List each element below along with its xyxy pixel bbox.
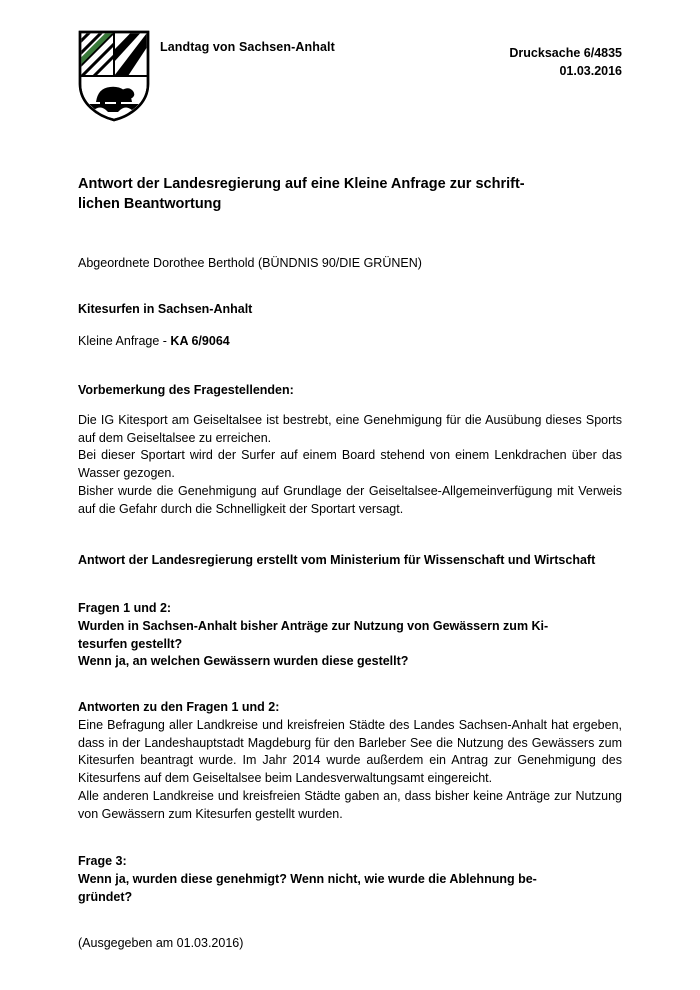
question-3-block xyxy=(78,853,622,906)
government-answer-heading xyxy=(78,552,622,570)
preliminary-paragraph-3: Bisher wurde die Genehmigung auf Grundlage der Geiseltalsee-Allgemeinverfügung mit Verweis auf die Gefahr durch die Schnelligkeit der Sportart versagt. xyxy=(78,483,622,516)
spacer xyxy=(78,214,622,254)
header-left xyxy=(78,28,335,122)
preliminary-paragraph-1: Die IG Kitesport am Geiseltalsee ist bestrebt, eine Genehmigung für die Ausübung dieses Sports auf dem Geiseltalsee zu erreichen. xyxy=(78,412,622,445)
drucksache-label: Drucksache xyxy=(509,46,581,60)
question-3-text-line-2: gründet? xyxy=(78,889,133,904)
questions-1-2-text-line-1: Wurden in Sachsen-Anhalt bisher Anträge zur Nutzung von Gewässern zum Ki- xyxy=(78,618,549,633)
page-title xyxy=(78,174,622,214)
questions-1-2-heading: Fragen 1 und 2: xyxy=(78,601,172,616)
kleine-anfrage-line xyxy=(78,334,622,348)
questions-1-2-block xyxy=(78,600,622,671)
question-3-text-line-1: Wenn ja, wurden diese genehmigt? Wenn nicht, wie wurde die Ablehnung be- xyxy=(78,872,537,887)
subject-heading: Kitesurfen in Sachsen-Anhalt xyxy=(78,302,253,317)
questions-1-2-text-line-2: tesurfen gestellt? xyxy=(78,636,183,651)
kleine-anfrage-label: Kleine Anfrage - xyxy=(78,334,171,349)
page-title-line-1: Antwort der Landesregierung auf eine Kleine Anfrage zur schrift- xyxy=(78,176,525,192)
questions-1-2-text-line-3: Wenn ja, an welchen Gewässern wurden diese gestellt? xyxy=(78,654,409,669)
question-3-heading: Frage 3: xyxy=(78,854,127,869)
answers-1-2-heading: Antworten zu den Fragen 1 und 2: xyxy=(78,700,280,715)
document-header xyxy=(78,28,622,128)
preliminary-heading: Vorbemerkung des Fragestellenden: xyxy=(78,383,294,398)
page-title-line-2: lichen Beantwortung xyxy=(78,196,222,212)
document-date: 01.03.2016 xyxy=(559,64,622,79)
government-answer-heading-line-1: Antwort der Landesregierung xyxy=(78,553,254,568)
preliminary-paragraph-2: Bei dieser Sportart wird der Surfer auf einem Board stehend von einem Lenkdrachen über das Wasser gezogen. xyxy=(78,448,622,481)
answers-1-2-paragraph-2: Alle anderen Landkreise und kreisfreien Städte gaben an, dass bisher keine Anträge zur Nutzung von Gewässern zum Kitesurfen gestellt wurden. xyxy=(78,788,622,821)
addressed-member: Abgeordnete Dorothee Berthold (BÜNDNIS 90/DIE GRÜNEN) xyxy=(78,256,422,270)
kleine-anfrage-number: KA 6/9064 xyxy=(170,334,230,349)
government-answer-heading-line-2: erstellt vom Ministerium für Wissenschaft und Wirtschaft xyxy=(256,553,596,568)
answers-1-2-block xyxy=(78,699,622,823)
parliament-name: Landtag von Sachsen-Anhalt xyxy=(160,40,335,54)
sachsen-anhalt-coat-of-arms-icon xyxy=(78,30,150,122)
issued-date-note: (Ausgegeben am 01.03.2016) xyxy=(78,936,244,950)
drucksache-number: 6/4835 xyxy=(583,46,622,60)
header-right xyxy=(509,44,622,80)
drucksache-line xyxy=(509,44,622,62)
answers-1-2-paragraph-1: Eine Befragung aller Landkreise und kreisfreien Städte des Landes Sachsen-Anhalt hat ergeben, dass in der Landeshauptstadt Magdeburg für den Barleber See die Nutzung des Gewässers zum Kitesurfen beantragt wurde. Im Jahr 2014 wurde außerdem ein Antrag zur Genehmigung des Kitesurfens auf dem Geiseltalsee beim Landesverwaltungsamt eingereicht. xyxy=(78,717,622,786)
